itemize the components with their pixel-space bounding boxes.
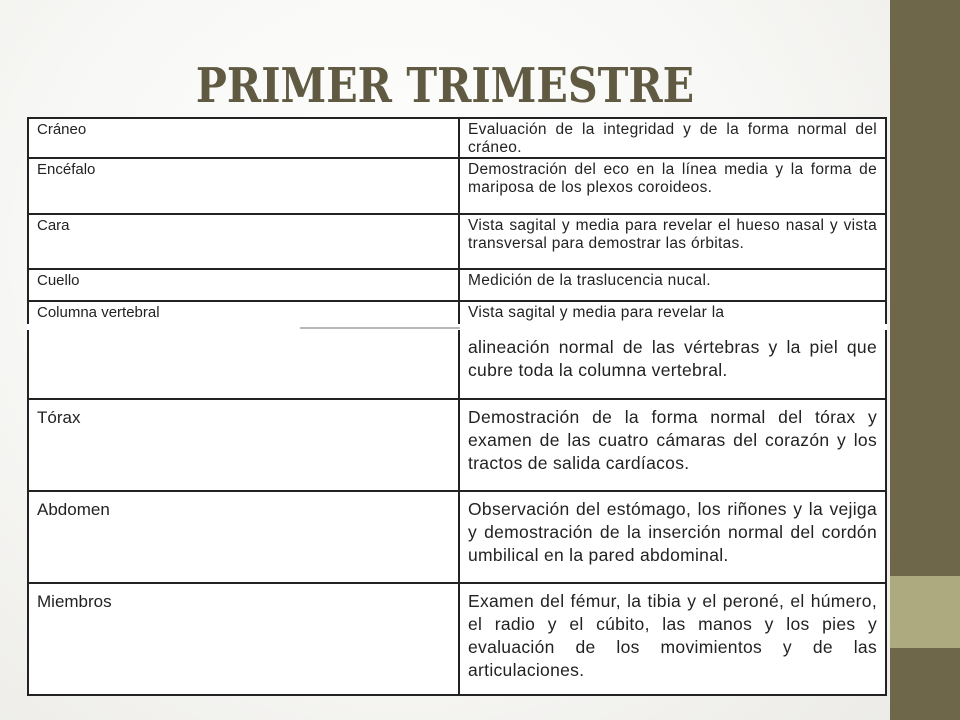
row-description: Vista sagital y media para revelar la (459, 301, 886, 329)
row-description: Demostración del eco en la línea media y la forma de mariposa de los plexos coroideos. (459, 158, 886, 214)
row-label (28, 329, 459, 399)
row-label: Cara (28, 214, 459, 269)
scan-seam-line (300, 327, 460, 329)
ultrasound-table (27, 117, 887, 695)
row-description: Demostración de la forma normal del tórax y examen de las cuatro cámaras del corazón y los tractos de salida cardíacos. (459, 399, 886, 491)
row-label: Abdomen (28, 491, 459, 583)
table-row (28, 269, 886, 301)
table-row (28, 118, 886, 158)
row-description: Medición de la traslucencia nucal. (459, 269, 886, 301)
evaluation-table (27, 117, 887, 696)
row-label: Encéfalo (28, 158, 459, 214)
table-row (28, 158, 886, 214)
row-description: Vista sagital y media para revelar el hueso nasal y vista transversal para demostrar las órbitas. (459, 214, 886, 269)
row-description: Observación del estómago, los riñones y la vejiga y demostración de la inserción normal del cordón umbilical en la pared abdominal. (459, 491, 886, 583)
table-row (28, 583, 886, 695)
row-description: alineación normal de las vértebras y la piel que cubre toda la columna vertebral. (459, 329, 886, 399)
row-label: Cráneo (28, 118, 459, 158)
row-label: Columna vertebral (28, 301, 459, 329)
table-row (28, 491, 886, 583)
table-row (28, 214, 886, 269)
row-label: Cuello (28, 269, 459, 301)
row-label: Tórax (28, 399, 459, 491)
side-decoration-accent (890, 576, 960, 648)
row-description: Evaluación de la integridad y de la forma normal del cráneo. (459, 118, 886, 158)
table-row (28, 399, 886, 491)
row-label: Miembros (28, 583, 459, 695)
table-row (28, 329, 886, 399)
slide-title: PRIMER TRIMESTRE (195, 58, 695, 114)
row-description: Examen del fémur, la tibia y el peroné, el húmero, el radio y el cúbito, las manos y los pies y evaluación de los movimientos y de las articulaciones. (459, 583, 886, 695)
